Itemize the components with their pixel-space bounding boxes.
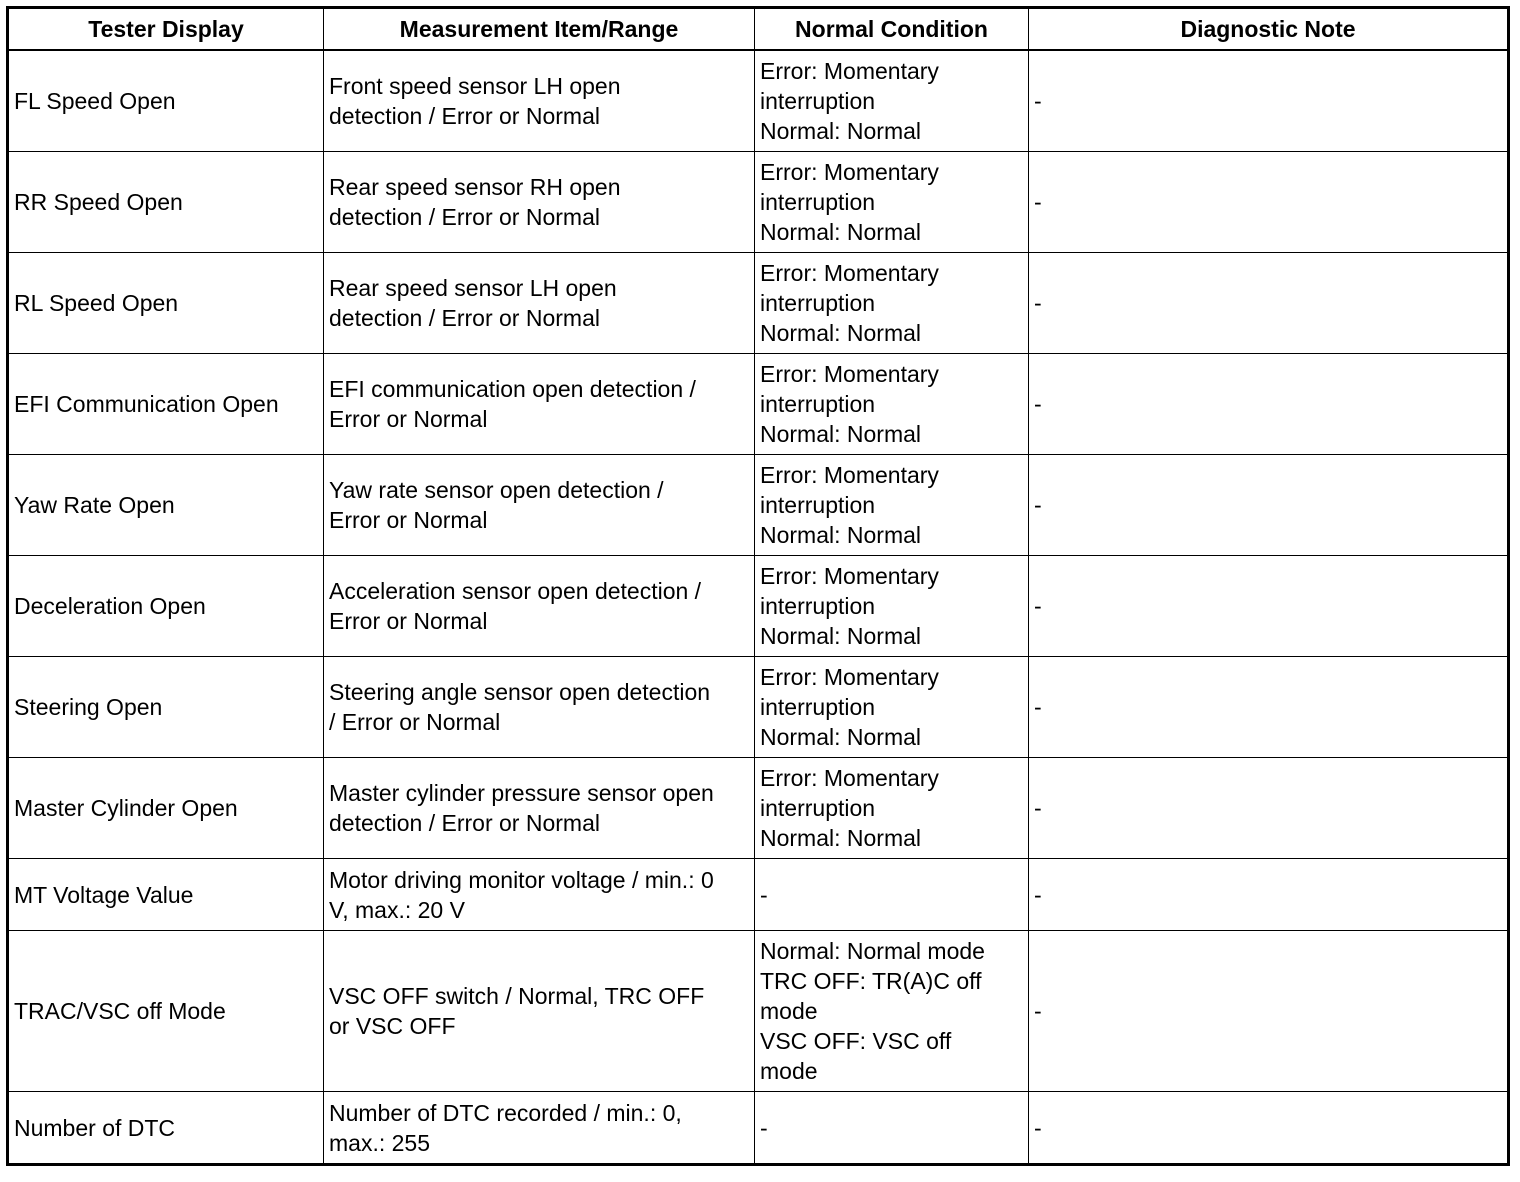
table-row (8, 657, 1509, 758)
table-row (8, 859, 1509, 931)
table-row (8, 253, 1509, 354)
diagnostic-note-cell: - (1029, 931, 1509, 1092)
tester-display-cell: FL Speed Open (8, 50, 324, 152)
measurement-cell: Acceleration sensor open detection / Error or Normal (324, 556, 755, 657)
normal-condition-cell: Error: Momentary interruption Normal: Normal (755, 556, 1029, 657)
normal-condition-cell: Error: Momentary interruption Normal: Normal (755, 50, 1029, 152)
normal-condition-cell: Error: Momentary interruption Normal: Normal (755, 455, 1029, 556)
table-header-row (8, 8, 1509, 51)
measurement-cell: Number of DTC recorded / min.: 0, max.: 255 (324, 1092, 755, 1165)
diagnostic-note-cell: - (1029, 758, 1509, 859)
diagnostic-note-cell: - (1029, 1092, 1509, 1165)
diagnostic-note-cell: - (1029, 354, 1509, 455)
tester-display-cell: MT Voltage Value (8, 859, 324, 931)
table-row (8, 50, 1509, 152)
measurement-cell: Front speed sensor LH open detection / Error or Normal (324, 50, 755, 152)
tester-display-cell: RL Speed Open (8, 253, 324, 354)
table-row (8, 1092, 1509, 1165)
table-row (8, 556, 1509, 657)
table-row (8, 152, 1509, 253)
normal-condition-cell: Error: Momentary interruption Normal: Normal (755, 253, 1029, 354)
measurement-cell: Rear speed sensor LH open detection / Error or Normal (324, 253, 755, 354)
measurement-cell: VSC OFF switch / Normal, TRC OFF or VSC OFF (324, 931, 755, 1092)
diagnostic-note-cell: - (1029, 253, 1509, 354)
measurement-cell: EFI communication open detection / Error or Normal (324, 354, 755, 455)
table-row (8, 931, 1509, 1092)
data-list-table (6, 6, 1510, 1166)
normal-condition-cell: - (755, 859, 1029, 931)
measurement-cell: Yaw rate sensor open detection / Error or Normal (324, 455, 755, 556)
tester-display-cell: RR Speed Open (8, 152, 324, 253)
header-normal-condition: Normal Condition (755, 8, 1029, 51)
measurement-cell: Steering angle sensor open detection / Error or Normal (324, 657, 755, 758)
table-row (8, 354, 1509, 455)
normal-condition-cell: Error: Momentary interruption Normal: Normal (755, 657, 1029, 758)
tester-display-cell: Number of DTC (8, 1092, 324, 1165)
normal-condition-cell: Normal: Normal mode TRC OFF: TR(A)C off mode VSC OFF: VSC off mode (755, 931, 1029, 1092)
table-row (8, 758, 1509, 859)
measurement-cell: Master cylinder pressure sensor open detection / Error or Normal (324, 758, 755, 859)
header-diagnostic-note: Diagnostic Note (1029, 8, 1509, 51)
diagnostic-note-cell: - (1029, 152, 1509, 253)
tester-display-cell: Master Cylinder Open (8, 758, 324, 859)
header-measurement-item: Measurement Item/Range (324, 8, 755, 51)
normal-condition-cell: - (755, 1092, 1029, 1165)
diagnostic-note-cell: - (1029, 657, 1509, 758)
tester-display-cell: Deceleration Open (8, 556, 324, 657)
table-row (8, 455, 1509, 556)
tester-display-cell: EFI Communication Open (8, 354, 324, 455)
diagnostic-note-cell: - (1029, 556, 1509, 657)
normal-condition-cell: Error: Momentary interruption Normal: Normal (755, 354, 1029, 455)
diagnostic-note-cell: - (1029, 859, 1509, 931)
header-tester-display: Tester Display (8, 8, 324, 51)
data-list-table-container (6, 6, 1507, 1166)
tester-display-cell: TRAC/VSC off Mode (8, 931, 324, 1092)
normal-condition-cell: Error: Momentary interruption Normal: Normal (755, 758, 1029, 859)
diagnostic-note-cell: - (1029, 50, 1509, 152)
tester-display-cell: Steering Open (8, 657, 324, 758)
diagnostic-note-cell: - (1029, 455, 1509, 556)
tester-display-cell: Yaw Rate Open (8, 455, 324, 556)
normal-condition-cell: Error: Momentary interruption Normal: Normal (755, 152, 1029, 253)
measurement-cell: Motor driving monitor voltage / min.: 0 V, max.: 20 V (324, 859, 755, 931)
measurement-cell: Rear speed sensor RH open detection / Error or Normal (324, 152, 755, 253)
